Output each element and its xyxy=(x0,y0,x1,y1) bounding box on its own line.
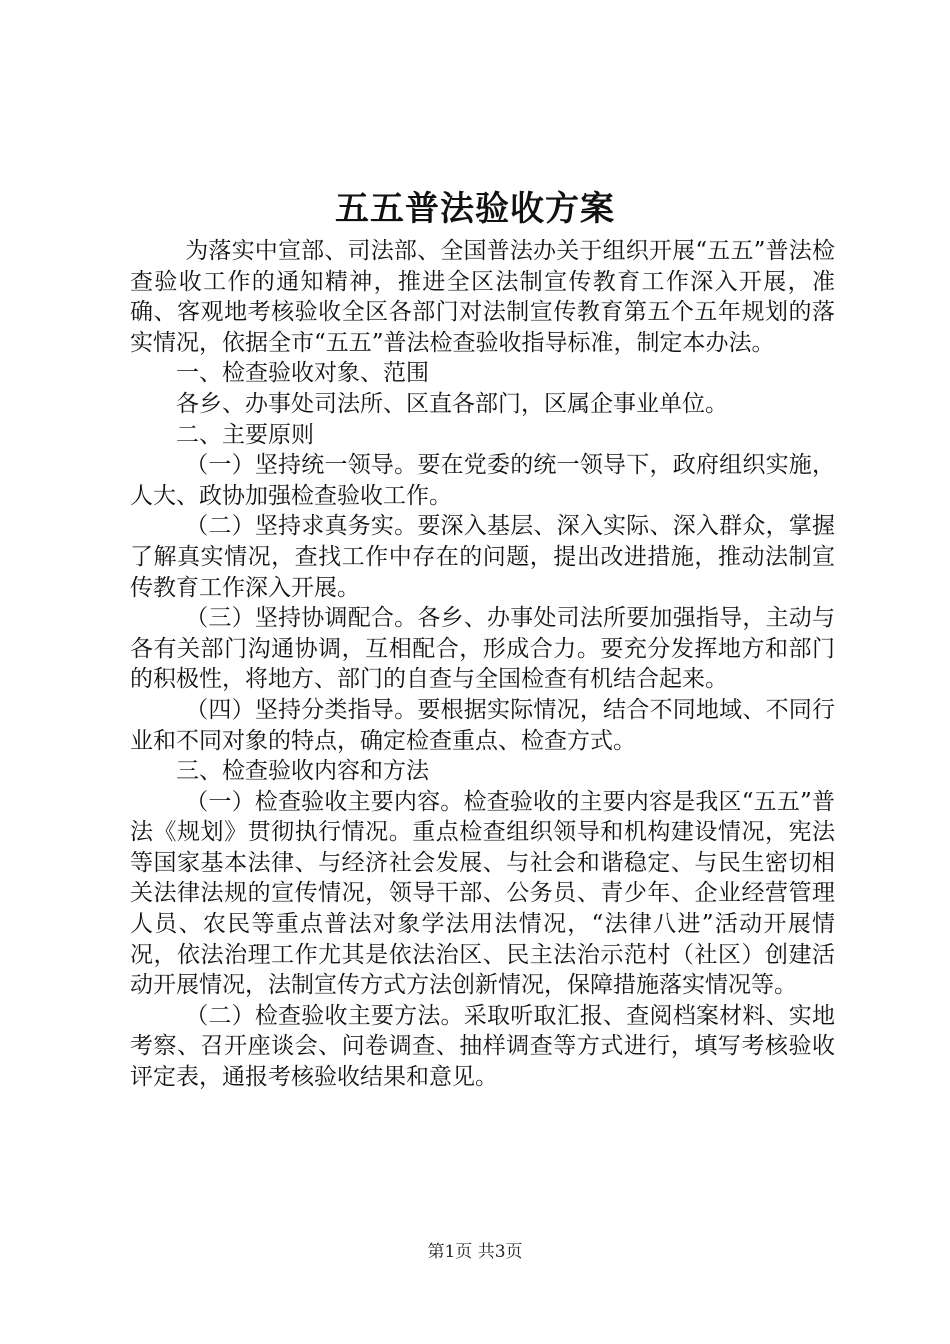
intro-paragraph: 为落实中宣部、司法部、全国普法办关于组织开展“五五”普法检查验收工作的通知精神，推进全区法制宣传教育工作深入开展，准确、客观地考核验收全区各部门对法制宣传教育第五个五年规划的落实情况，依据全市“五五”普法检查验收指导标准，制定本办法。 xyxy=(130,238,835,356)
document-title: 五五普法验收方案 xyxy=(335,189,615,229)
section-heading-3: 三、检查验收内容和方法 xyxy=(176,758,429,785)
section-heading-2: 二、主要原则 xyxy=(176,421,314,448)
principle-paragraph-4: （四）坚持分类指导。要根据实际情况，结合不同地域、不同行业和不同对象的特点，确定检查重点、检查方式。 xyxy=(130,696,835,754)
document-body xyxy=(130,236,835,1093)
body-paragraph: 各乡、办事处司法所、区直各部门，区属企事业单位。 xyxy=(176,390,728,417)
section-heading-1: 一、检查验收对象、范围 xyxy=(176,360,429,387)
content-paragraph-1: （一）检查验收主要内容。检查验收的主要内容是我区“五五”普法《规划》贯彻执行情况。重点检查组织领导和机构建设情况，宪法等国家基本法律、与经济社会发展、与社会和谐稳定、与民生密切相关法律法规的宣传情况，领导干部、公务员、青少年、企业经营管理人员、农民等重点普法对象学法用法情况，“法律八进”活动开展情况，依法治理工作尤其是依法治区、民主法治示范村（社区）创建活动开展情况，法制宣传方式方法创新情况，保障措施落实情况等。 xyxy=(130,788,835,999)
content-paragraph-2: （二）检查验收主要方法。采取听取汇报、查阅档案材料、实地考察、召开座谈会、问卷调查、抽样调查等方式进行，填写考核验收评定表，通报考核验收结果和意见。 xyxy=(130,1002,835,1091)
principle-paragraph-3: （三）坚持协调配合。各乡、办事处司法所要加强指导，主动与各有关部门沟通协调，互相配合，形成合力。要充分发挥地方和部门的积极性，将地方、部门的自查与全国检查有机结合起来。 xyxy=(130,605,835,693)
principle-paragraph-2: （二）坚持求真务实。要深入基层、深入实际、深入群众，掌握了解真实情况，查找工作中存在的问题，提出改进措施，推动法制宣传教育工作深入开展。 xyxy=(130,513,835,601)
principle-paragraph-1: （一）坚持统一领导。要在党委的统一领导下，政府组织实施，人大、政协加强检查验收工作。 xyxy=(130,452,835,509)
page-number-footer: 第1页 共3页 xyxy=(427,1242,523,1262)
